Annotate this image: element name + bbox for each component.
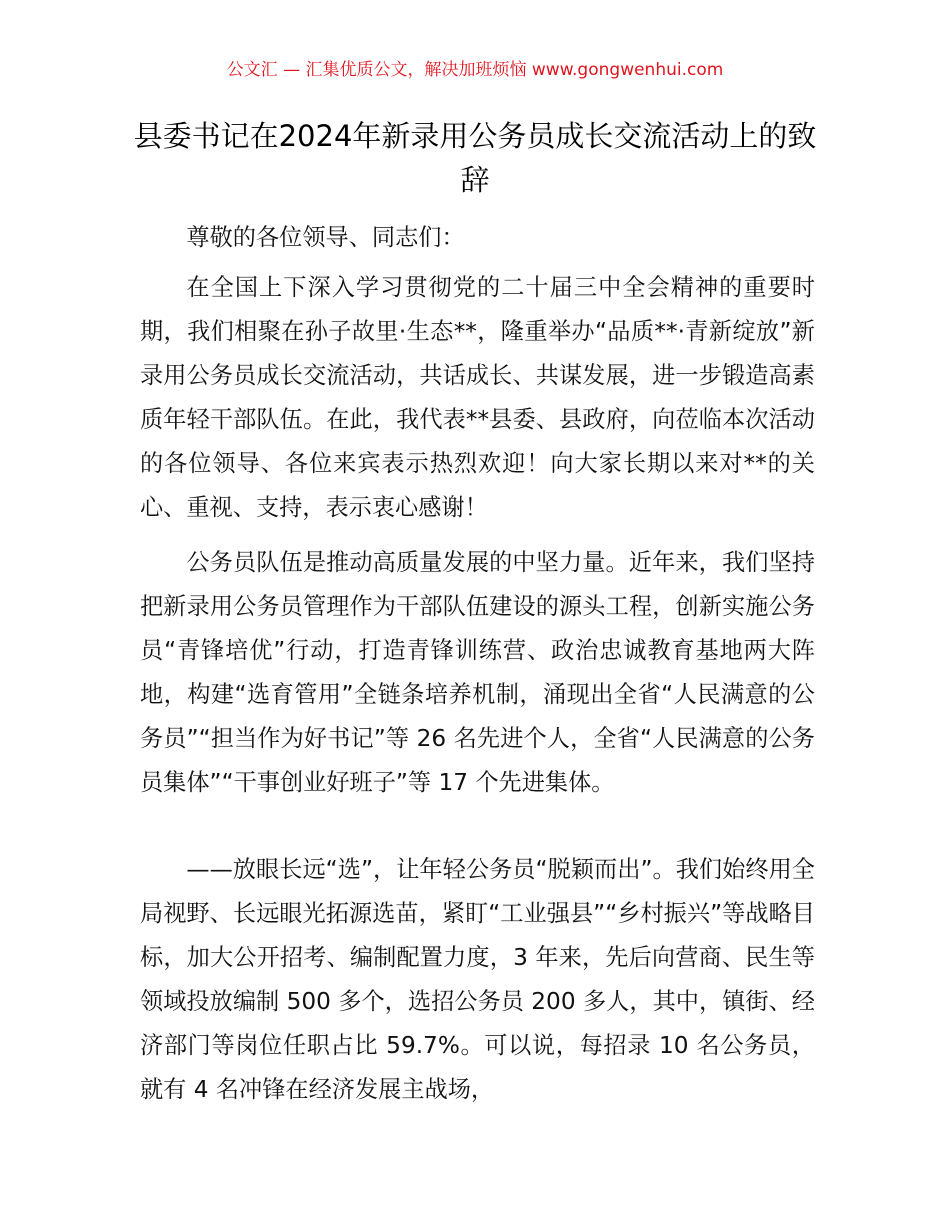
- paragraph-2: 公务员队伍是推动高质量发展的中坚力量。近年来，我们坚持把新录用公务员管理作为干部队伍建设的源头工程，创新实施公务员“青锋培优”行动，打造青锋训练营、政治忠诚教育基地两大阵地，构建“选育管用”全链条培养机制，涌现出全省“人民满意的公务员”“担当作为好书记”等 26 名先进个人，全省“人民满意的公务员集体”“干事创业好班子”等 17 个先进集体。: [140, 549, 815, 796]
- document-title: 县委书记在2024年新录用公务员成长交流活动上的致辞: [133, 119, 817, 197]
- paragraph-3: ——放眼长远“选”，让年轻公务员“脱颖而出”。我们始终用全局视野、长远眼光拓源选苗，紧盯“工业强县”“乡村振兴”等战略目标，加大公开招考、编制配置力度，3 年来，先后向营商、民生等领域投放编制 500 多个，选招公务员 200 多人，其中，镇街、经济部门等岗位任职占比 59.7%。可以说，每招录 10 名公务员，就有 4 名冲锋在经济发展主战场，: [140, 856, 815, 1103]
- salutation: 尊敬的各位领导、同志们：: [186, 224, 465, 251]
- paragraph-1: 在全国上下深入学习贯彻党的二十届三中全会精神的重要时期，我们相聚在孙子故里·生态**，隆重举办“品质**·青新绽放”新录用公务员成长交流活动，共话成长、共谋发展，进一步锻造高素质年轻干部队伍。在此，我代表**县委、县政府，向莅临本次活动的各位领导、各位来宾表示热烈欢迎！向大家长期以来对**的关心、重视、支持，表示衷心感谢！: [140, 274, 815, 521]
- site-banner: 公文汇 — 汇集优质公文，解决加班烦恼 www.gongwenhui.com: [226, 60, 724, 80]
